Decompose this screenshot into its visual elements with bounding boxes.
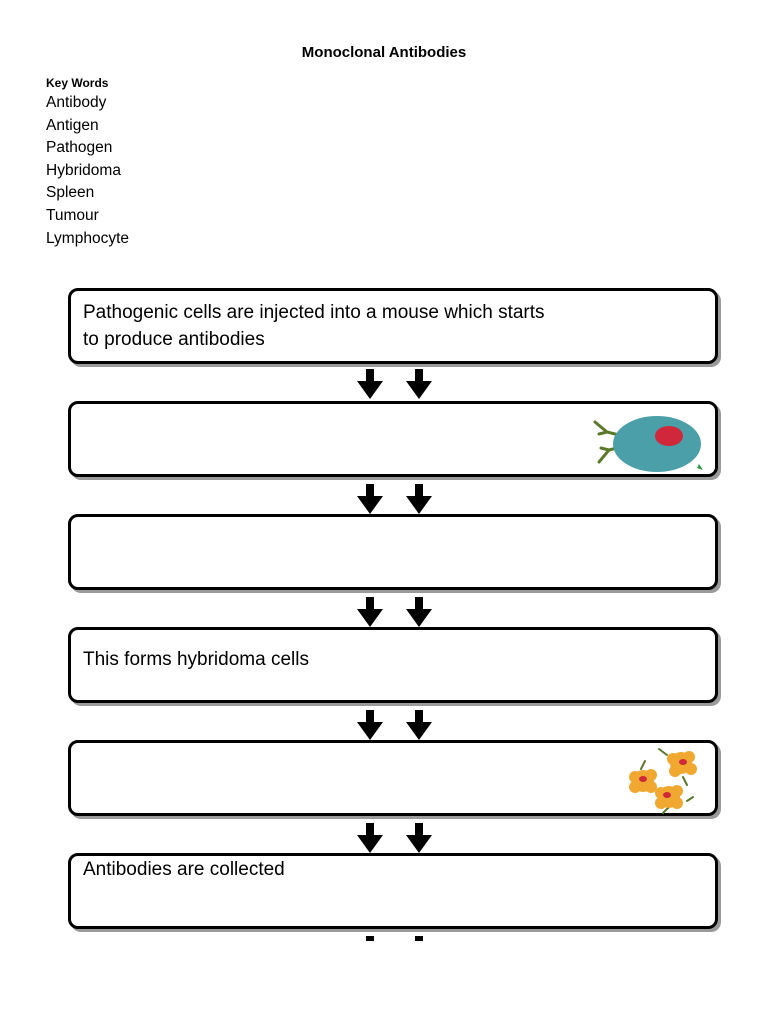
- key-words-heading: Key Words: [46, 76, 109, 90]
- flow-step-4-text: This forms hybridoma cells: [83, 649, 309, 670]
- down-arrow-icon: [357, 710, 383, 740]
- down-arrow-icon: [406, 484, 432, 514]
- key-word-item: Spleen: [46, 184, 95, 202]
- arrow-stub: [415, 936, 423, 941]
- down-arrow-icon: [357, 597, 383, 627]
- down-arrow-icon: [357, 484, 383, 514]
- down-arrow-icon: [406, 823, 432, 853]
- key-words-list: [46, 92, 129, 250]
- flow-step-1-box[interactable]: [68, 288, 718, 364]
- hybridoma-cells-icon: [621, 745, 711, 815]
- arrow-stub: [366, 936, 374, 941]
- down-arrow-icon: [357, 369, 383, 399]
- flow-step-1-text: Pathogenic cells are injected into a mouse which starts to produce antibodies: [83, 302, 545, 350]
- flow-step-6-box[interactable]: [68, 853, 718, 929]
- flow-step-4-box[interactable]: [68, 627, 718, 703]
- flow-step-6-text: Antibodies are collected: [83, 859, 285, 880]
- key-word-item: Tumour: [46, 206, 99, 224]
- flow-step-2-box[interactable]: [68, 401, 718, 477]
- down-arrow-icon: [406, 597, 432, 627]
- down-arrow-icon: [406, 710, 432, 740]
- key-word-item: Antigen: [46, 116, 99, 134]
- key-word-item: Hybridoma: [46, 161, 121, 179]
- flow-step-3-box[interactable]: [68, 514, 718, 590]
- key-word-item: Antibody: [46, 94, 107, 111]
- key-word-item: Pathogen: [46, 139, 113, 157]
- key-word-item: Lymphocyte: [46, 229, 129, 247]
- lymphocyte-cell-icon: [585, 408, 705, 474]
- flow-step-5-box[interactable]: [68, 740, 718, 816]
- down-arrow-icon: [357, 823, 383, 853]
- down-arrow-icon: [406, 369, 432, 399]
- page-title: Monoclonal Antibodies: [301, 44, 467, 61]
